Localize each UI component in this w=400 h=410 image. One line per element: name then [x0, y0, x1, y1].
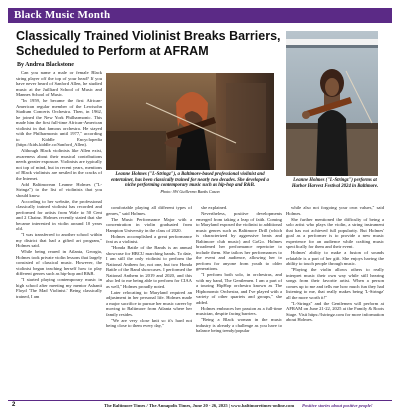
violinist-illustration	[106, 73, 274, 170]
section-title: Black Music Month	[14, 9, 111, 21]
footer-tagline: Positive stories about positive people!	[302, 403, 373, 408]
paragraph: The Music Performance Major with a concentration in violin graduated from Hampton University in the class of 2020.	[106, 216, 192, 233]
main-photo-violinist	[106, 73, 274, 170]
article-column-4	[286, 205, 384, 398]
article-column-2	[106, 205, 192, 398]
paragraph: "I was transferred to another school within my district that had a gifted art program," Holmes said.	[16, 232, 102, 248]
paragraph: "L-Stringz" and the Gentlemen will perform at AFRAM on June 21-22, 2025 at the Family & Roots Stage. Visit https://lstringz.com for more information about Holmes.	[286, 300, 384, 322]
caption-text: Leanne Holmes ("L-Stringz"), a Baltimore-based professional violinist and entertainer, has been classically trained for nearly two decades. She developed a niche performing contemporary music such as hip-hop and R&B.	[111, 172, 269, 189]
paragraph: Although Black violinists like Allen exist, awareness about their musical contributions needs greater exposure. Violinists are typically not top of mind, but in recent years, mentions of Black violinists are nestled in the cracks of the Internet.	[16, 148, 102, 181]
publication-line: The Baltimore Times / The Annapolis Times, June 20 - 26, 2025 | www.baltimoretimes-online.com	[104, 403, 295, 408]
paragraph: comfortable playing all different types of genres," said Holmes.	[106, 205, 192, 216]
page-number: 2	[12, 402, 16, 408]
footer-divider	[8, 400, 392, 401]
paragraph: "Honda Battle of the Bands is an annual showcase for HBCU marching bands. To date, I am still the only violinist to perform the National Anthem for, not one, but two Honda Battle of the Band showcases. I performed the National Anthem in 2019 and 2020, and this also led to me being able to perform for CIAA as well," Holmes proudly noted.	[106, 245, 192, 289]
paragraph: Holmes' ability to make a fusion of sounds relatable is a part of her gift. She enjoys having the ability to touch people through music.	[286, 250, 384, 266]
paragraph: She further mentioned the difficulty of being a solo artist who plays the violin, a string instrument that has not achieved full popularity. But Holmes' goal as a performer is to provide a new music experience for an audience while crafting music specifically for them and their event.	[286, 216, 384, 249]
article-column-1	[16, 70, 102, 398]
paragraph: "I started playing contemporary music in high school after meeting my mentor Ashanti Floyd 'The Mad Violinist.' Being classically trained, I am	[16, 277, 102, 299]
side-photo-performer	[286, 31, 378, 176]
paragraph: "In 1959, he became the first African-American regular member of the Lewisohn Stadium Concerts Orchestra. Then, in 1962, he joined the New York Philharmonic. This made him the first full-time African-American violinist in that famous orchestra. He stayed with the Philharmonic until 1977," according to Kiddle Encyclopedia (https://kids.kiddle.co/Sanford_Allen).	[16, 98, 102, 147]
paragraph: Later relocating to Maryland required an adjustment in her personal life. Holmes made a major sacrifice to pursue her music career by moving to Baltimore from Atlanta where her family resides.	[106, 289, 192, 317]
paragraph: While being reared in Atlanta, Georgia, Holmes took private violin lessons that largely consisted of classical music. However, the violinist began teaching herself how to play different genres such as hip-hop and R&B.	[16, 249, 102, 276]
paragraph: Holmes accomplished a great performance feat as a violinist.	[106, 233, 192, 244]
paragraph: while also not forgoing your own values," said Holmes.	[286, 205, 384, 216]
photo-credit: Photo: SW Guillermo Banks Cason	[160, 188, 220, 194]
paragraph: Holmes embraces her passion as a full-time musician, despite facing barriers.	[196, 305, 282, 316]
paragraph: According to her website, the professional classically trained violinist has recorded and performed for artists from Wale to 50 Cent and 2 Chainz. Holmes recently stated that she became interested in violin around 10 years old.	[16, 198, 102, 231]
paragraph: Can you name a male or female Black string player off the top of your head? If you have never heard of Sanford Allen, he studied music at the Juilliard School of Music and Mannes School of Music.	[16, 70, 102, 97]
paragraph: "We are very close knit so it's hard not being close to them every day,"	[106, 317, 192, 328]
article-column-3	[196, 205, 282, 398]
article-headline: Classically Trained Violinist Breaks Barriers, Scheduled to Perform at AFRAM	[16, 29, 281, 58]
performer-illustration	[286, 31, 378, 176]
paragraph: Add Baltimorean Leanne Holmes ("L-Stringz") to the list of violinists that you should know.	[16, 181, 102, 198]
main-photo-caption	[106, 172, 274, 194]
paragraph: "Playing the violin allows others to really interpret music their own way while still hearing songs from their favorite artist. When a person comes up to me and tells me how much fun they had listening to me, that really makes being 'L-Stringz' all the more worth it!"	[286, 267, 384, 300]
section-banner	[8, 8, 392, 23]
article-byline: By Andrea Blackstone	[17, 62, 74, 68]
side-photo-caption: Leanne Holmes ("L-Stringz") performs at Harbor Harvest Festival 2024 in Baltimore.	[291, 178, 379, 189]
paragraph: "I perform both solo, in orchestras, and with my band, The Gentlemen. I am a part of a touring HipHop orchestra known as The Hiphonomic Orchestra, and I've played with a variety of other quartets and groups," she added.	[196, 272, 282, 305]
paragraph: Nevertheless, positive developments emerged from taking a leap of faith. Coming to Maryland exposed the violinist to additional music genres such as Baltimore Drill (which is characterized by aggressive beats and Baltimore club music) and GoGo. Holmes broadened her performance repertoire to include them. She tailors her performances to the event and audience, allowing her to perform for anyone from youth to older generations.	[196, 211, 282, 271]
paragraph: she explained.	[201, 205, 228, 210]
paragraph: "Being a Black woman in the music industry is already a challenge as you have to balance being trendy/popular	[196, 317, 282, 333]
